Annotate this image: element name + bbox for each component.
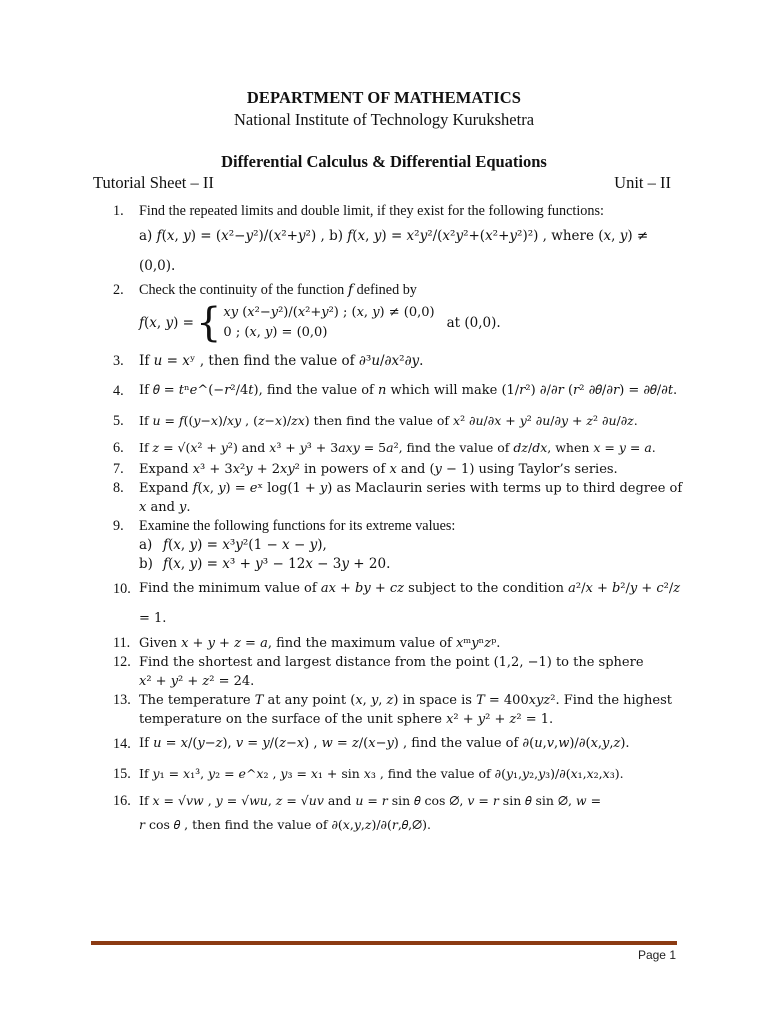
- question-text: Examine the following functions for its extreme values:: [139, 518, 456, 534]
- question-14: 14. If 𝑢 = 𝑥/(𝑦−𝑧), 𝑣 = 𝑦/(𝑧−𝑥) , 𝑤 = 𝑧/(𝑥−𝑦) , find the value of ∂(𝑢,𝑣,𝑤)/∂(𝑥,𝑦,𝑧).: [113, 736, 630, 752]
- question-12: 12. Find the shortest and largest distance from the point (1,2, −1) to the sphere 𝑥² + 𝑦² + 𝑧² = 24.: [113, 654, 644, 689]
- question-3: 3. If 𝑢 = 𝑥ʸ , then find the value of ∂³𝑢/∂𝑥²∂𝑦.: [113, 353, 424, 369]
- question-13: 13. The temperature 𝑇 at any point (𝑥, 𝑦, 𝑧) in space is 𝑇 = 400𝑥𝑦𝑧². Find the highest temperature on the surface of the unit sphere 𝑥² + 𝑦² + 𝑧² = 1.: [113, 692, 672, 727]
- page-number: Page 1: [637, 948, 676, 962]
- case-2: 0 ; (𝑥, 𝑦) = (0,0): [223, 325, 328, 340]
- question-6: 6. If 𝑧 = √(𝑥² + 𝑦²) and 𝑥³ + 𝑦³ + 3𝑎𝑥𝑦 = 5𝑎², find the value of 𝑑𝑧/𝑑𝑥, when 𝑥 = 𝑦 = 𝑎.: [113, 440, 656, 456]
- question-text: Expand 𝑓(𝑥, 𝑦) = 𝑒ˣ log(1 + 𝑦) as Maclaurin series with terms up to third degree of: [139, 481, 683, 496]
- unit-label: Unit – II: [614, 173, 671, 192]
- question-4: 4. If 𝜃 = 𝑡ⁿ𝑒^(−𝑟²/4𝑡), find the value of 𝑛 which will make (1/𝑟²) ∂/∂𝑟 (𝑟² ∂𝜃/∂𝑟) = ∂𝜃/∂𝑡.: [113, 383, 678, 399]
- department-heading: DEPARTMENT OF MATHEMATICS: [246, 88, 522, 107]
- piecewise-definition: 𝑓(𝑥, 𝑦) = { 𝑥𝑦 (𝑥²−𝑦²)/(𝑥²+𝑦²) ; (𝑥, 𝑦) ≠ (0,0) 0 ; (𝑥, 𝑦) = (0,0) at (0,0).: [139, 300, 501, 346]
- footer-rule: [91, 941, 677, 945]
- question-11: 11. Given 𝑥 + 𝑦 + 𝑧 = 𝑎, find the maximum value of 𝑥ᵐ𝑦ⁿ𝑧ᵖ.: [113, 635, 501, 651]
- question-formula: a) 𝑓(𝑥, 𝑦) = (𝑥²−𝑦²)/(𝑥²+𝑦²) , b) 𝑓(𝑥, 𝑦) = 𝑥²𝑦²/(𝑥²𝑦²+(𝑥²+𝑦²)²) , where (𝑥, 𝑦) ≠ (0,0).: [139, 228, 649, 274]
- question-15: 15. If 𝑦₁ = 𝑥₁³, 𝑦₂ = 𝑒^𝑥₂ , 𝑦₃ = 𝑥₁ + sin 𝑥₃ , find the value of ∂(𝑦₁,𝑦₂,𝑦₃)/∂(𝑥₁,𝑥₂,𝑥₃).: [113, 766, 624, 782]
- question-2: 2. Check the continuity of the function 𝑓 defined by 𝑓(𝑥, 𝑦) = { 𝑥𝑦 (𝑥²−𝑦²)/(𝑥²+𝑦²) ; (𝑥, 𝑦) ≠ (0,0) 0 ; (𝑥, 𝑦) = (0,0) at (0,0).: [113, 281, 683, 346]
- question-7: 7. Expand 𝑥³ + 3𝑥²𝑦 + 2𝑥𝑦² in powers of 𝑥 and (𝑦 − 1) using Taylor’s series.: [113, 461, 618, 477]
- question-9: 9. Examine the following functions for its extreme values: a) 𝑓(𝑥, 𝑦) = 𝑥³𝑦²(1 − 𝑥 − 𝑦), b) 𝑓(𝑥, 𝑦) = 𝑥³ + 𝑦³ − 12𝑥 − 3𝑦 + 20.: [113, 517, 683, 574]
- question-8: 8. Expand 𝑓(𝑥, 𝑦) = 𝑒ˣ log(1 + 𝑦) as Maclaurin series with terms up to third degree of 𝑥 and 𝑦.: [113, 480, 683, 515]
- case-tail: at (0,0).: [446, 314, 501, 331]
- question-10: 10. Find the minimum value of 𝑎𝑥 + 𝑏𝑦 + 𝑐𝑧 subject to the condition 𝑎²/𝑥 + 𝑏²/𝑦 + 𝑐²/𝑧 = 1.: [113, 581, 681, 626]
- question-5: 5. If 𝑢 = 𝑓((𝑦−𝑥)/𝑥𝑦 , (𝑧−𝑥)/𝑧𝑥) then find the value of 𝑥² ∂𝑢/∂𝑥 + 𝑦² ∂𝑢/∂𝑦 + 𝑧² ∂𝑢/∂𝑧.: [113, 413, 638, 429]
- left-brace: {: [195, 300, 222, 346]
- question-list: [113, 202, 683, 837]
- question-text: Find the repeated limits and double limit, if they exist for the following functions:: [139, 203, 604, 219]
- question-text: Check the continuity of the function 𝑓 defined by: [139, 282, 417, 298]
- institute-heading: National Institute of Technology Kurukshetra: [233, 110, 535, 129]
- sheet-info-row: [93, 173, 671, 193]
- subpart-a: a) 𝑓(𝑥, 𝑦) = 𝑥³𝑦²(1 − 𝑥 − 𝑦),: [139, 537, 327, 553]
- question-text-cont: 𝑥 and 𝑦.: [139, 500, 191, 515]
- question-16: 16. If 𝑥 = √𝑣𝑤 , 𝑦 = √𝑤𝑢, 𝑧 = √𝑢𝑣 and 𝑢 = 𝑟 sin 𝜃 cos ∅, 𝑣 = 𝑟 sin 𝜃 sin ∅, 𝑤 = 𝑟 cos 𝜃 , then find the value of ∂(𝑥,𝑦,𝑧)/∂(𝑟,𝜃,∅).: [113, 793, 602, 832]
- course-title: Differential Calculus & Differential Equations: [221, 152, 547, 171]
- case-1: 𝑥𝑦 (𝑥²−𝑦²)/(𝑥²+𝑦²) ; (𝑥, 𝑦) ≠ (0,0): [223, 305, 435, 320]
- tutorial-sheet-label: Tutorial Sheet – II: [93, 173, 214, 192]
- question-1: 1. Find the repeated limits and double limit, if they exist for the following functions: a) 𝑓(𝑥, 𝑦) = (𝑥²−𝑦²)/(𝑥²+𝑦²) , b) 𝑓(𝑥, 𝑦) = 𝑥²𝑦²/(𝑥²𝑦²+(𝑥²+𝑦²)²) , where (𝑥, 𝑦) ≠ (0,0).: [113, 202, 683, 281]
- subpart-b: b) 𝑓(𝑥, 𝑦) = 𝑥³ + 𝑦³ − 12𝑥 − 3𝑦 + 20.: [139, 556, 391, 572]
